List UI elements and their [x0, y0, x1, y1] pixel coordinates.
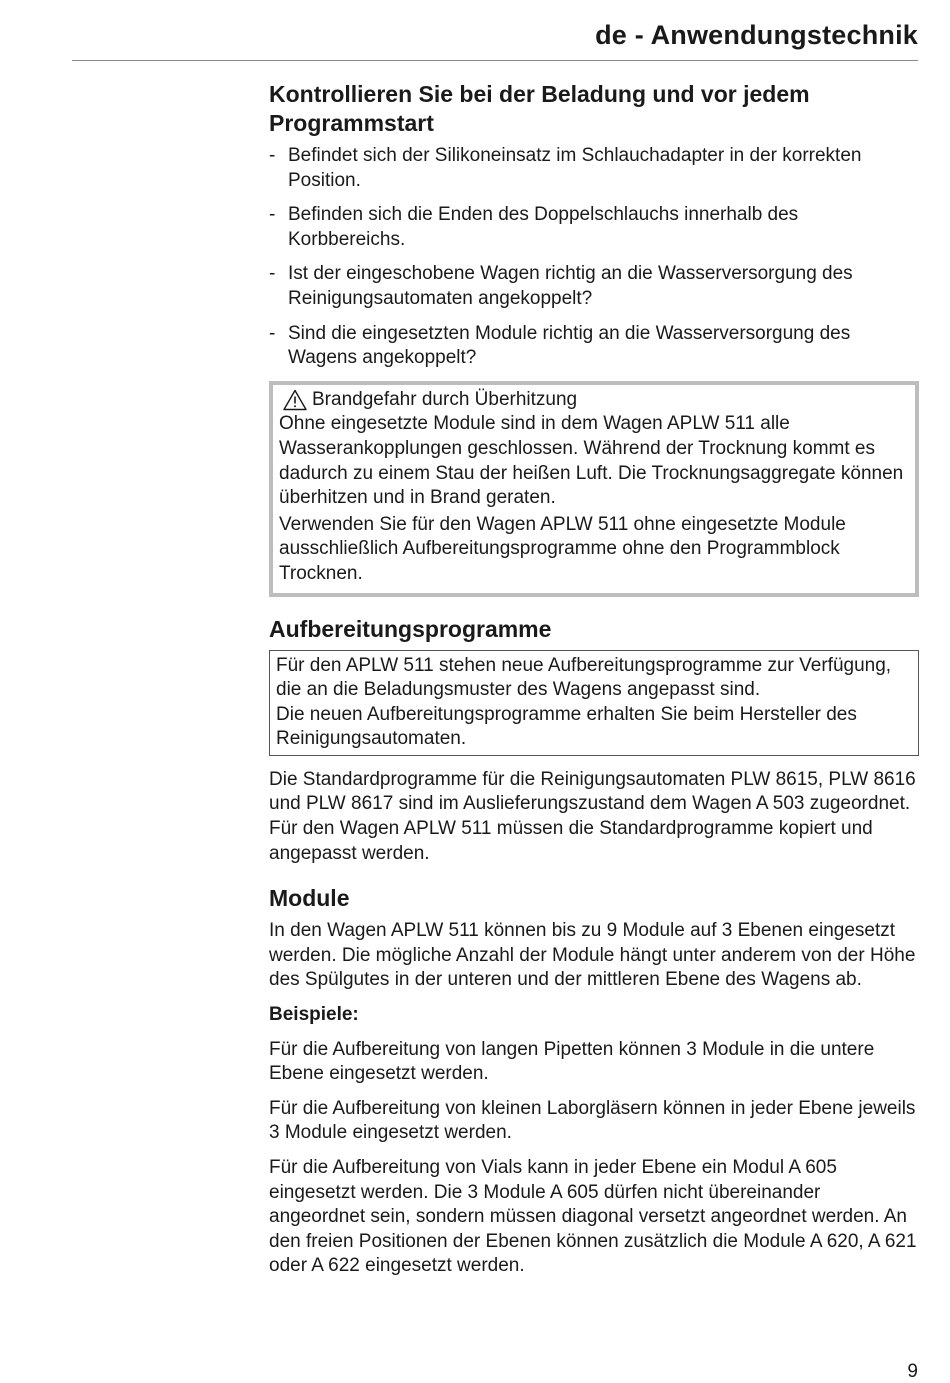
checklist-item-text: Befindet sich der Silikoneinsatz im Schlauchadapter in der korrekten Position. [288, 145, 862, 191]
checklist-item [269, 322, 919, 371]
info-box [269, 650, 919, 756]
section-heading-programs: Aufbereitungsprogramme [269, 615, 552, 642]
checklist-item [269, 144, 919, 193]
dash-bullet: - [269, 322, 276, 344]
warning-triangle-icon [283, 389, 307, 411]
warning-text: Verwenden Sie für den Wagen APLW 511 ohne eingesetzte Module ausschließlich Aufbereitungsprogramme ohne den Programmblock Trocknen. [279, 513, 846, 584]
main-content [269, 80, 919, 1289]
examples-label: Beispiele: [269, 1004, 359, 1026]
page-number: 9 [907, 1361, 918, 1382]
checklist-item [269, 203, 919, 252]
warning-title-row [279, 388, 909, 413]
checklist-item-text: Befinden sich die Enden des Doppelschlauchs innerhalb des Korbbereichs. [288, 204, 799, 250]
warning-text: Ohne eingesetzte Module sind in dem Wagen APLW 511 alle Wasserankopplungen geschlossen. Während der Trocknung kommt es dadurch zu einem Stau der heißen Luft. Die Trocknungsaggregate können überhitzen und in Brand geraten. [279, 413, 904, 509]
checklist-item-text: Sind die eingesetzten Module richtig an die Wasserversorgung des Wagens angekoppelt? [288, 322, 851, 369]
dash-bullet: - [269, 204, 276, 226]
dash-bullet: - [269, 145, 276, 166]
checklist-item [269, 262, 919, 311]
section-heading-check: Kontrollieren Sie bei der Beladung und vor jedem Programmstart [269, 81, 810, 136]
info-text: Die neuen Aufbereitungsprogramme erhalten Sie beim Hersteller des Reinigungsautomaten. [276, 703, 857, 750]
section-heading-modules: Module [269, 885, 350, 912]
warning-title: Brandgefahr durch Überhitzung [312, 388, 578, 410]
modules-intro: In den Wagen APLW 511 können bis zu 9 Module auf 3 Ebenen eingesetzt werden. Die mögliche Anzahl der Module hängt unter anderem von der Höhe des Spülgutes in der unteren und der mittleren Ebene des Wagens ab. [269, 920, 916, 991]
checklist-item-text: Ist der eingeschobene Wagen richtig an die Wasserversorgung des Reinigungsautomaten angekoppelt? [288, 263, 853, 309]
warning-box [269, 381, 919, 597]
checklist [269, 144, 919, 371]
example-paragraph: Für die Aufbereitung von Vials kann in jeder Ebene ein Modul A 605 eingesetzt werden. Die 3 Module A 605 dürfen nicht übereinander angeordnet sein, sondern müssen diagonal versetzt angeordnet werden. An den freien Positionen der Ebenen können zusätzlich die Module A 620, A 621 oder A 622 eingesetzt werden. [269, 1157, 917, 1277]
programs-paragraph: Die Standardprogramme für die Reinigungsautomaten PLW 8615, PLW 8616 und PLW 8617 sind im Auslieferungszustand dem Wagen A 503 zugeordnet. Für den Wagen APLW 511 müssen die Standardprogramme kopiert und angepasst werden. [269, 768, 916, 864]
example-paragraph: Für die Aufbereitung von langen Pipetten können 3 Module in die untere Ebene eingesetzt werden. [269, 1038, 875, 1085]
dash-bullet: - [269, 263, 276, 285]
info-text: Für den APLW 511 stehen neue Aufbereitungsprogramme zur Verfügung, die an die Beladungsmuster des Wagens angepasst sind. [276, 654, 892, 701]
page-header-title: de - Anwendungstechnik [595, 20, 918, 50]
example-paragraph: Für die Aufbereitung von kleinen Laborgläsern können in jeder Ebene jeweils 3 Module eingesetzt werden. [269, 1097, 916, 1144]
header-divider [72, 60, 918, 61]
